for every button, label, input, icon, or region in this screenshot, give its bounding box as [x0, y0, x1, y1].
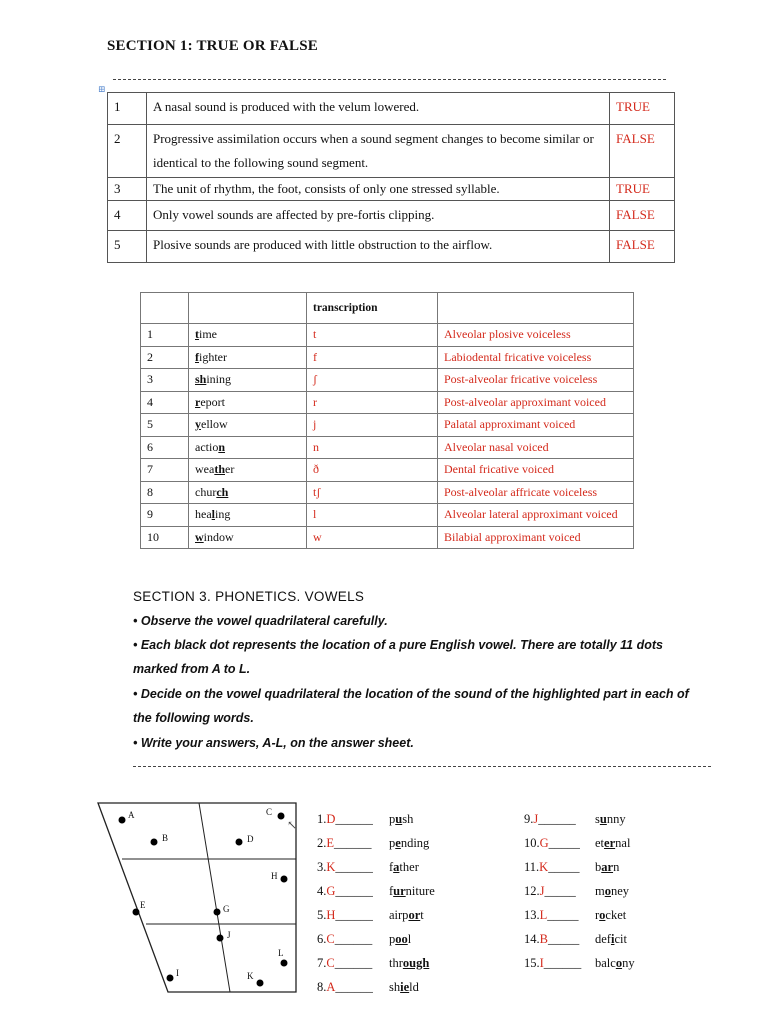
answer-item	[524, 836, 630, 851]
answer-blank: ______	[334, 932, 373, 946]
vowel-dot-D	[236, 839, 243, 846]
answer-item	[317, 932, 411, 947]
answer-letter: G	[539, 836, 549, 850]
row-number: 1	[141, 324, 189, 347]
answer-word	[389, 956, 429, 971]
word-part: et	[595, 836, 605, 850]
instruction-3b: the following words.	[133, 711, 254, 725]
tf-row	[108, 93, 675, 125]
answer-blank: _____	[547, 932, 580, 946]
transcription-row	[141, 459, 634, 482]
transcription-row	[141, 504, 634, 527]
dot-label-A: A	[128, 810, 135, 820]
word-part: ney	[610, 884, 630, 898]
header-transcription: transcription	[307, 293, 438, 324]
vowel-dot-J	[217, 935, 224, 942]
answer-item	[317, 884, 435, 899]
row-number: 5	[141, 414, 189, 437]
word-highlight: oo	[395, 932, 408, 946]
vowel-quadrilateral	[96, 800, 306, 1016]
row-number: 2	[141, 346, 189, 369]
tf-row-number: 5	[108, 231, 147, 263]
word-part: sh	[389, 980, 401, 994]
row-number: 4	[141, 391, 189, 414]
word-part: f	[389, 860, 394, 874]
answer-letter: C	[326, 932, 335, 946]
dot-label-G: G	[223, 904, 230, 914]
answer-blank: _____	[548, 860, 580, 874]
answer-item	[524, 956, 635, 971]
answer-letter: I	[539, 956, 544, 970]
row-number: 10	[141, 526, 189, 549]
word-highlight: l	[211, 507, 215, 522]
word-part: f	[389, 884, 394, 898]
answer-index: 13.	[524, 908, 540, 922]
answer-blank: ______	[335, 980, 373, 994]
tf-row	[108, 125, 675, 178]
word-highlight: f	[195, 349, 199, 364]
ipa-transcription: w	[307, 526, 438, 549]
divider	[133, 766, 711, 767]
answer-blank: ______	[335, 884, 373, 898]
transcription-row	[141, 391, 634, 414]
ipa-transcription: l	[307, 504, 438, 527]
tf-answer: TRUE	[610, 93, 675, 125]
row-number: 6	[141, 436, 189, 459]
ipa-transcription: r	[307, 391, 438, 414]
answer-number	[524, 860, 595, 875]
tf-statement: Plosive sounds are produced with little obstruction to the airflow.	[147, 231, 610, 263]
answer-blank: ______	[543, 956, 582, 970]
tf-statement: Only vowel sounds are affected by pre-fortis clipping.	[147, 201, 610, 231]
answer-letter: B	[539, 932, 548, 946]
ipa-transcription: f	[307, 346, 438, 369]
word	[189, 459, 307, 482]
sound-description: Post-alveolar fricative voiceless	[438, 369, 634, 392]
dot-label-L: L	[278, 948, 284, 958]
answer-number	[317, 884, 389, 899]
answer-word	[595, 956, 635, 971]
word	[189, 481, 307, 504]
word	[189, 346, 307, 369]
answer-blank: ______	[334, 836, 372, 850]
word	[189, 526, 307, 549]
word-highlight: u	[599, 812, 607, 826]
vowel-dot-C	[278, 813, 285, 820]
answer-index: 9.	[524, 812, 534, 826]
transcription-row	[141, 369, 634, 392]
word-part: t	[420, 908, 424, 922]
dot-label-I: I	[176, 968, 179, 978]
mouse-cursor-icon: ↖	[287, 818, 298, 832]
answer-letter: H	[326, 908, 336, 922]
vowel-dot-A	[119, 817, 126, 824]
word-highlight: ur	[393, 884, 406, 898]
word-part: ellow	[201, 417, 228, 432]
header-word	[189, 293, 307, 324]
header-num	[141, 293, 189, 324]
dot-label-E: E	[140, 900, 146, 910]
answer-number	[524, 812, 595, 827]
word-part: p	[389, 932, 396, 946]
answer-blank: ______	[335, 812, 373, 826]
table-header-row	[141, 293, 634, 324]
answer-word	[389, 812, 413, 827]
answer-index: 6.	[317, 932, 327, 946]
answer-word	[595, 860, 619, 875]
tf-answer: FALSE	[610, 125, 675, 178]
tf-statement: The unit of rhythm, the foot, consists of only one stressed syllable.	[147, 178, 610, 201]
answer-item	[524, 812, 626, 827]
transcription-row	[141, 526, 634, 549]
word-part: wea	[195, 462, 215, 477]
word-highlight: o	[599, 908, 606, 922]
answer-number	[524, 836, 595, 851]
answer-number	[317, 980, 389, 995]
word-highlight: u	[395, 812, 403, 826]
word-part: m	[595, 884, 605, 898]
answer-index: 14.	[524, 932, 540, 946]
answer-item	[524, 932, 627, 947]
word-part: ining	[206, 372, 232, 387]
answer-item	[317, 812, 413, 827]
sound-description: Palatal approximant voiced	[438, 414, 634, 437]
answer-item	[317, 956, 429, 971]
ipa-transcription: t	[307, 324, 438, 347]
word-part: ld	[409, 980, 419, 994]
instruction-2: • Each black dot represents the location of a pure English vowel. There are totally 11 dots	[133, 638, 663, 652]
sound-description: Post-alveolar approximant voiced	[438, 391, 634, 414]
transcription-row	[141, 436, 634, 459]
sound-description: Bilabial approximant voiced	[438, 526, 634, 549]
answer-word	[595, 836, 630, 851]
word-part: cket	[605, 908, 627, 922]
answer-item	[524, 884, 629, 899]
word-highlight: w	[195, 529, 204, 544]
word-part: nal	[615, 836, 631, 850]
answer-word	[389, 980, 419, 995]
vowel-dot-L	[281, 960, 288, 967]
answer-blank: ______	[334, 956, 373, 970]
answer-letter: J	[539, 884, 545, 898]
answer-number	[524, 932, 595, 947]
dot-label-J: J	[227, 930, 231, 940]
answer-number	[524, 956, 595, 971]
tf-statement: Progressive assimilation occurs when a sound segment changes to become similar or identical to the following sound segment.	[147, 125, 610, 178]
vowel-dot-G	[214, 909, 221, 916]
word-highlight: o	[615, 956, 623, 970]
word-part: ighter	[199, 349, 227, 364]
word-part: chur	[195, 484, 217, 499]
word-highlight: ar	[601, 860, 614, 874]
sound-description: Alveolar plosive voiceless	[438, 324, 634, 347]
sound-description: Post-alveolar affricate voiceless	[438, 481, 634, 504]
header-description	[438, 293, 634, 324]
tf-answer: FALSE	[610, 201, 675, 231]
tf-row-number: 1	[108, 93, 147, 125]
answer-letter: D	[326, 812, 336, 826]
answer-item	[317, 860, 419, 875]
section3-title: SECTION 3. PHONETICS. VOWELS	[133, 589, 365, 604]
ipa-transcription: tʃ	[307, 481, 438, 504]
transcription-row	[141, 346, 634, 369]
answer-number	[317, 836, 389, 851]
sound-description: Dental fricative voiced	[438, 459, 634, 482]
answer-number	[317, 908, 389, 923]
answer-item	[317, 980, 419, 995]
vowel-dot-E	[133, 909, 140, 916]
word-part: s	[595, 812, 600, 826]
answer-word	[389, 884, 435, 899]
word-part: r	[595, 908, 600, 922]
instruction-3: • Decide on the vowel quadrilateral the location of the sound of the highlighted part in each of	[133, 687, 689, 701]
instruction-1: • Observe the vowel quadrilateral carefully.	[133, 614, 388, 628]
ipa-transcription: j	[307, 414, 438, 437]
answer-index: 2.	[317, 836, 327, 850]
tf-row	[108, 201, 675, 231]
word	[189, 391, 307, 414]
word-highlight: t	[195, 327, 199, 342]
answer-index: 7.	[317, 956, 327, 970]
word-highlight: sh	[195, 372, 207, 387]
answer-number	[524, 884, 595, 899]
row-number: 9	[141, 504, 189, 527]
table-move-handle-icon[interactable]: ⊞	[98, 84, 106, 94]
word	[189, 324, 307, 347]
answer-item	[524, 908, 626, 923]
word-part: niture	[405, 884, 435, 898]
ipa-transcription: ð	[307, 459, 438, 482]
answer-index: 11.	[524, 860, 540, 874]
word-highlight: i	[610, 932, 615, 946]
word-part: def	[595, 932, 611, 946]
tf-row-number: 2	[108, 125, 147, 178]
instruction-2b: marked from A to L.	[133, 662, 251, 676]
answer-word	[389, 932, 411, 947]
answer-word	[595, 884, 629, 899]
word-highlight: o	[604, 884, 611, 898]
tf-row	[108, 231, 675, 263]
answer-number	[317, 956, 389, 971]
answer-word	[389, 860, 419, 875]
answer-blank: _____	[547, 908, 579, 922]
transcription-row	[141, 481, 634, 504]
row-number: 7	[141, 459, 189, 482]
answer-index: 12.	[524, 884, 540, 898]
word-part: p	[389, 812, 396, 826]
divider	[113, 79, 666, 80]
vowel-dot-H	[281, 876, 288, 883]
ipa-transcription: n	[307, 436, 438, 459]
answer-blank: ______	[538, 812, 576, 826]
answer-blank: _____	[548, 836, 580, 850]
word-part: ther	[399, 860, 419, 874]
sound-description: Labiodental fricative voiceless	[438, 346, 634, 369]
word-part: er	[225, 462, 235, 477]
answer-number	[317, 932, 389, 947]
word	[189, 369, 307, 392]
word-part: nny	[606, 812, 626, 826]
answer-letter: J	[533, 812, 539, 826]
dot-label-H: H	[271, 871, 278, 881]
vowel-dot-I	[167, 975, 174, 982]
answer-word	[389, 908, 424, 923]
word	[189, 436, 307, 459]
word-highlight: n	[218, 439, 226, 454]
dot-label-B: B	[162, 833, 169, 843]
word-part: ing	[215, 507, 231, 522]
answer-number	[317, 812, 389, 827]
dot-label-C: C	[266, 807, 273, 817]
answer-blank: ______	[335, 908, 373, 922]
word-part: actio	[195, 439, 219, 454]
answer-letter: E	[326, 836, 335, 850]
word-highlight: er	[604, 836, 616, 850]
word-part: indow	[203, 529, 234, 544]
word-part: thr	[389, 956, 403, 970]
answer-letter: A	[326, 980, 336, 994]
answer-word	[595, 932, 627, 947]
tf-row-number: 3	[108, 178, 147, 201]
answer-number	[317, 860, 389, 875]
transcription-row	[141, 324, 634, 347]
word-highlight: y	[195, 417, 201, 432]
word-part: hea	[195, 507, 212, 522]
answer-letter: K	[539, 860, 549, 874]
answer-item	[317, 908, 424, 923]
word-part: p	[389, 836, 396, 850]
answer-word	[595, 812, 626, 827]
answer-blank: ______	[335, 860, 373, 874]
word-highlight: or	[408, 908, 421, 922]
transcription-row	[141, 414, 634, 437]
tf-answer: TRUE	[610, 178, 675, 201]
answer-word	[595, 908, 626, 923]
word	[189, 414, 307, 437]
tf-answer: FALSE	[610, 231, 675, 263]
dot-label-K: K	[247, 971, 254, 981]
word-part: cit	[614, 932, 627, 946]
word-part: balc	[595, 956, 616, 970]
answer-index: 5.	[317, 908, 327, 922]
answer-index: 3.	[317, 860, 327, 874]
answer-index: 4.	[317, 884, 327, 898]
word-highlight: ough	[402, 956, 430, 970]
instruction-4: • Write your answers, A-L, on the answer sheet.	[133, 736, 414, 750]
dot-label-D: D	[247, 834, 254, 844]
row-number: 8	[141, 481, 189, 504]
answer-index: 15.	[524, 956, 540, 970]
answer-word	[389, 836, 429, 851]
sound-description: Alveolar lateral approximant voiced	[438, 504, 634, 527]
answer-letter: L	[539, 908, 548, 922]
section1-title: SECTION 1: TRUE OR FALSE	[107, 38, 318, 54]
tf-statement: A nasal sound is produced with the velum lowered.	[147, 93, 610, 125]
word-part: airp	[389, 908, 409, 922]
word-part: b	[595, 860, 602, 874]
word-part: sh	[402, 812, 414, 826]
row-number: 3	[141, 369, 189, 392]
sound-description: Alveolar nasal voiced	[438, 436, 634, 459]
vowel-dot-K	[257, 980, 264, 987]
answer-index: 1.	[317, 812, 327, 826]
answer-letter: G	[326, 884, 336, 898]
answer-index: 10.	[524, 836, 540, 850]
vowel-quadrilateral-lines	[96, 800, 306, 1016]
tf-row	[108, 178, 675, 201]
word-part: l	[407, 932, 412, 946]
answer-item	[317, 836, 429, 851]
word-part: n	[613, 860, 620, 874]
word	[189, 504, 307, 527]
answer-letter: C	[326, 956, 335, 970]
word-highlight: ie	[400, 980, 410, 994]
word-part: nding	[400, 836, 430, 850]
word-highlight: ch	[216, 484, 229, 499]
word-highlight: a	[393, 860, 400, 874]
transcription-table	[140, 292, 634, 549]
word-highlight: e	[395, 836, 401, 850]
word-part: eport	[200, 394, 225, 409]
vowel-dot-B	[151, 839, 158, 846]
word-highlight: r	[195, 394, 201, 409]
answer-item	[524, 860, 619, 875]
answer-blank: _____	[544, 884, 576, 898]
word-highlight: th	[214, 462, 225, 477]
word-part: ime	[199, 327, 217, 342]
tf-row-number: 4	[108, 201, 147, 231]
answer-index: 8.	[317, 980, 327, 994]
answer-letter: K	[326, 860, 336, 874]
answer-number	[524, 908, 595, 923]
word-part: ny	[622, 956, 635, 970]
ipa-transcription: ʃ	[307, 369, 438, 392]
true-false-table	[107, 92, 675, 263]
